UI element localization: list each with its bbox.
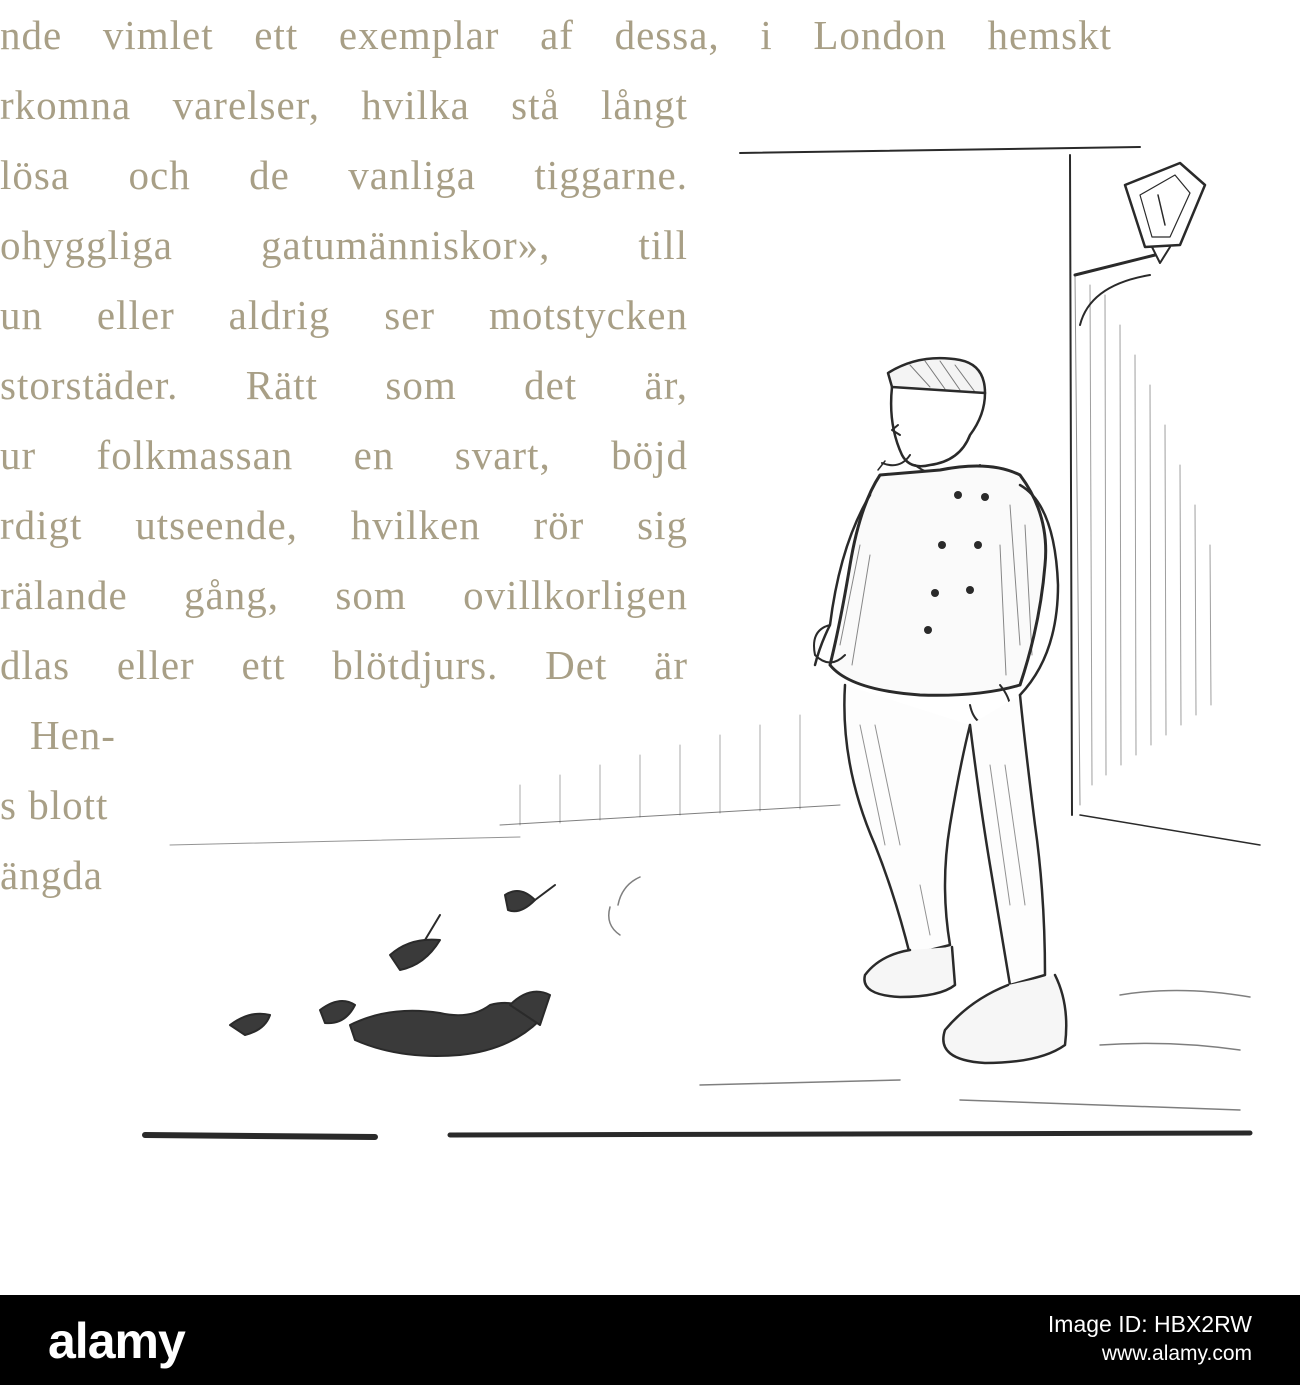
text-line: rälande gång, som ovillkorligen — [0, 572, 688, 618]
text-line: ängda — [0, 852, 103, 898]
image-url-text: www.alamy.com — [1101, 1342, 1252, 1365]
text-line: un eller aldrig ser motstycken — [0, 292, 688, 338]
text-line: s blott — [0, 782, 109, 828]
text-line: Hen- — [30, 712, 116, 758]
man-with-birds-illustration — [140, 125, 1265, 1150]
text-line: lösa och de vanliga tiggarne. — [0, 152, 688, 198]
text-line: dlas eller ett blötdjurs. Det är — [0, 642, 688, 688]
alamy-logo: alamy — [48, 1313, 185, 1369]
text-line: ur folkmassan en svart, böjd — [0, 432, 688, 478]
image-id-text: Image ID: HBX2RW — [1047, 1311, 1252, 1337]
image-id-label — [1048, 1309, 1252, 1369]
text-line: storstäder. Rätt som det är, — [0, 362, 688, 408]
text-line: rdigt utseende, hvilken rör sig — [0, 502, 688, 548]
watermark-bar — [0, 1295, 1300, 1385]
text-line: rkomna varelser, hvilka stå långt — [0, 82, 688, 128]
text-line: nde vimlet ett exemplar af dessa, i London hemskt — [0, 12, 1112, 58]
text-line: ohyggliga gatumänniskor», till — [0, 222, 688, 268]
